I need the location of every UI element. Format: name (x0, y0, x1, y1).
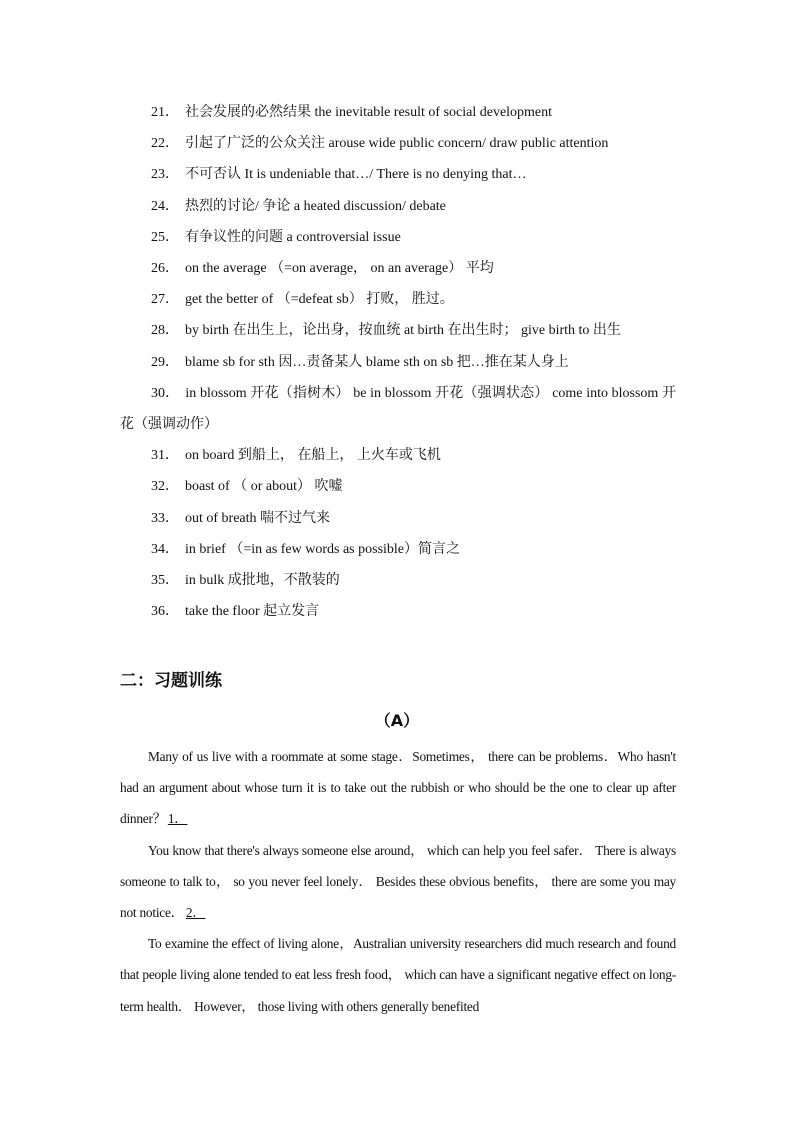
passage-paragraph (120, 835, 676, 929)
vocab-text: by birth 在出生上，论出身，按血统 at birth 在出生时； give birth to 出生 (185, 323, 621, 339)
vocab-item (120, 159, 676, 190)
paragraph-text: To examine the effect of living alone，Australian university researchers did much research and found that people living alone tended to eat less fresh food， which can have a significant negative effect on long-term health． However， those living with others generally benefited (120, 936, 676, 1014)
vocab-text: on board 到船上， 在船上， 上火车或飞机 (185, 448, 441, 464)
vocab-item (120, 534, 676, 565)
vocab-text: on the average （=on average， on an average） 平均 (185, 261, 494, 277)
vocab-item (120, 471, 676, 502)
vocab-text: 社会发展的必然结果 the inevitable result of social development (185, 105, 553, 120)
vocab-text: 引起了广泛的公众关注 arouse wide public concern/ draw public attention (185, 136, 609, 152)
vocab-number: 35． (151, 573, 179, 589)
vocab-item (120, 596, 676, 627)
vocab-number: 23． (151, 167, 179, 183)
vocab-number: 30． (151, 385, 180, 401)
vocab-item (120, 128, 676, 159)
vocab-text: in bulk 成批地，不散装的 (185, 573, 340, 589)
vocab-item (120, 191, 676, 222)
vocab-text: blame sb for sth 因…责备某人 blame sth on sb 把…推在某人身上 (185, 354, 569, 370)
blank-marker: 1． (167, 811, 188, 827)
vocab-item (120, 253, 676, 284)
vocab-number: 22． (151, 136, 179, 152)
vocab-number: 24． (151, 198, 179, 214)
vocab-number: 25． (151, 229, 179, 245)
vocab-item (120, 315, 676, 346)
vocab-number: 31． (151, 448, 179, 464)
vocab-item (120, 347, 676, 378)
reading-passage (120, 741, 676, 1022)
vocab-number: 28． (151, 323, 179, 339)
passage-paragraph (120, 928, 676, 1022)
passage-paragraph (120, 741, 676, 835)
vocab-number: 29． (151, 354, 179, 370)
vocab-number: 33． (151, 510, 179, 526)
blank-marker: 2． (185, 905, 206, 921)
vocab-item (120, 503, 676, 534)
vocab-item (120, 284, 676, 315)
vocab-item (120, 440, 676, 471)
vocab-text: in brief （=in as few words as possible）简言之 (185, 541, 461, 557)
vocab-item (120, 97, 676, 128)
vocab-item (120, 222, 676, 253)
vocab-text: 有争议性的问题 a controversial issue (185, 229, 401, 245)
vocab-list (120, 97, 676, 627)
passage-title: （A） (374, 711, 420, 730)
vocab-text: in blossom 开花（指树木） be in blossom 开花（强调状态） come into blossom 开花（强调动作） (120, 385, 677, 433)
vocab-number: 26． (151, 261, 179, 277)
vocab-text: take the floor 起立发言 (185, 604, 320, 620)
vocab-text: out of breath 喘不过气来 (185, 510, 331, 526)
paragraph-text: You know that there's always someone else around， which can help you feel safer． There is always someone to talk to， so you never feel lonely． Besides these obvious benefits， there are some you may not notice． (120, 842, 676, 921)
vocab-text: get the better of （=defeat sb） 打败， 胜过。 (185, 292, 454, 308)
vocab-text: 热烈的讨论/ 争论 a heated discussion/ debate (185, 198, 446, 214)
vocab-item (120, 378, 676, 440)
vocab-item (120, 565, 676, 596)
paragraph-text: Many of us live with a roommate at some stage．Sometimes， there can be problems．Who hasn't had an argument about whose turn it is to take out the rubbish or who should be the one to clear up after dinner？ (120, 749, 676, 827)
vocab-text: boast of （ or about） 吹嘘 (185, 479, 343, 495)
vocab-number: 34． (151, 541, 179, 557)
vocab-number: 27． (151, 292, 179, 308)
vocab-number: 32． (151, 479, 179, 495)
section-heading: 二：习题训练 (120, 671, 222, 691)
vocab-text: 不可否认 It is undeniable that…/ There is no denying that… (185, 167, 527, 183)
vocab-number: 21． (151, 105, 179, 120)
vocab-number: 36． (151, 604, 179, 620)
